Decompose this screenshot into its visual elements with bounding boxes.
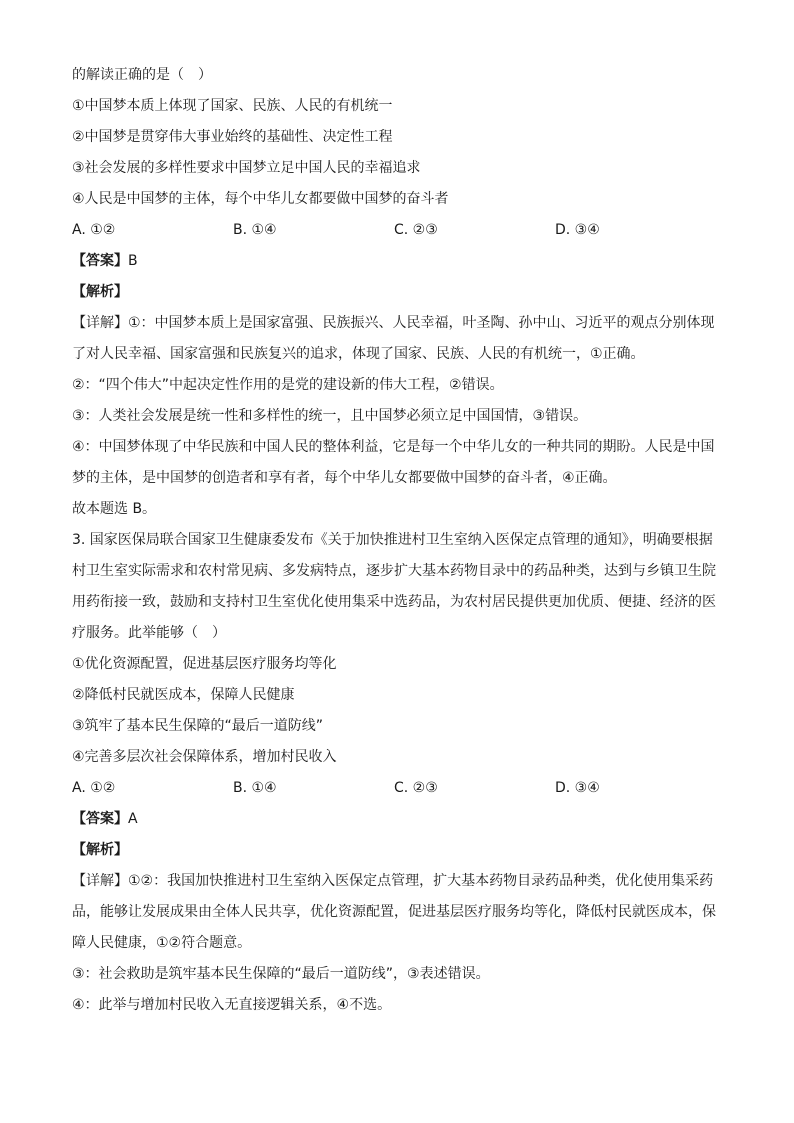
q3-detail-1-row (72, 866, 726, 959)
q2-option-a: A. ①② (72, 222, 116, 238)
q3-statement-4: ④完善多层次社会保障体系，增加村民收入 (72, 749, 337, 765)
q3-answer: A (128, 811, 138, 827)
q2-options (72, 215, 726, 246)
q2-conclusion: 故本题选 B。 (72, 501, 157, 517)
q3-detail-1: ①②：我国加快推进村卫生室纳入医保定点管理，扩大基本药物目录药品种类，优化使用集采药品，能够让发展成果由全体人民共享，优化资源配置，促进基层医疗服务均等化，降低村民就医成本，保障人民健康，①②符合题意。 (72, 873, 716, 951)
q3-detail-2: ③：社会救助是筑牢基本民生保障的“最后一道防线”，③表述错误。 (72, 966, 490, 982)
q2-analysis-row (72, 277, 726, 308)
q2-detail-3: ③：人类社会发展是统一性和多样性的统一，且中国梦必须立足中国国情，③错误。 (72, 408, 588, 424)
q3-answer-tag: 【答案】 (72, 811, 128, 827)
q3-analysis-tag: 【解析】 (72, 842, 128, 858)
q3-option-a: A. ①② (72, 780, 116, 796)
q3-detail-3: ④：此举与增加村民收入无直接逻辑关系，④不选。 (72, 997, 392, 1013)
q3-option-d: D. ③④ (555, 780, 600, 796)
q3-detail-tag: 【详解】 (72, 873, 128, 889)
q2-answer-row (72, 246, 726, 277)
q3-options (72, 773, 726, 804)
q3-option-b: B. ①④ (233, 780, 277, 796)
q2-statement-1: ①中国梦本质上体现了国家、民族、人民的有机统一 (72, 98, 393, 114)
q3-stem: 3. 国家医保局联合国家卫生健康委发布《关于加快推进村卫生室纳入医保定点管理的通知》，明确要根据村卫生室实际需求和农村常见病、多发病特点，逐步扩大基本药物目录中的药品种类，达到与乡镇卫生院用药衔接一致，鼓励和支持村卫生室优化使用集采中选药品，为农村居民提供更加优质、便捷、经济的医疗服务。此举能够（ ） (72, 532, 716, 641)
q2-option-c: C. ②③ (394, 222, 438, 238)
q3-analysis-row (72, 835, 726, 866)
q3-statement-2: ②降低村民就医成本，保障人民健康 (72, 687, 295, 703)
q2-detail-1: ①：中国梦本质上是国家富强、民族振兴、人民幸福，叶圣陶、孙中山、习近平的观点分别体现了对人民幸福、国家富强和民族复兴的追求，体现了国家、民族、人民的有机统一，①正确。 (72, 315, 715, 362)
q3-answer-row (72, 804, 726, 835)
q2-answer-tag: 【答案】 (72, 253, 128, 269)
q2-option-b: B. ①④ (233, 222, 277, 238)
document-page (72, 60, 726, 1021)
q2-detail-2: ②：“四个伟大”中起决定性作用的是党的建设新的伟大工程，②错误。 (72, 377, 504, 393)
q2-statement-3: ③社会发展的多样性要求中国梦立足中国人民的幸福追求 (72, 160, 421, 176)
q2-detail-1-row (72, 308, 726, 370)
q2-detail-tag: 【详解】 (72, 315, 128, 331)
q2-statement-2: ②中国梦是贯穿伟大事业始终的基础性、决定性工程 (72, 129, 393, 145)
q2-stem-tail: 的解读正确的是（ ） (72, 67, 212, 83)
q2-statement-4: ④人民是中国梦的主体，每个中华儿女都要做中国梦的奋斗者 (72, 191, 449, 207)
q2-analysis-tag: 【解析】 (72, 284, 128, 300)
q2-detail-4: ④：中国梦体现了中华民族和中国人民的整体利益，它是每一个中华儿女的一种共同的期盼。人民是中国梦的主体，是中国梦的创造者和享有者，每个中华儿女都要做中国梦的奋斗者，④正确。 (72, 439, 715, 486)
q2-option-d: D. ③④ (555, 222, 600, 238)
q3-option-c: C. ②③ (394, 780, 438, 796)
q3-statement-3: ③筑牢了基本民生保障的“最后一道防线” (72, 718, 324, 734)
q2-answer: B (128, 253, 138, 269)
q3-statement-1: ①优化资源配置，促进基层医疗服务均等化 (72, 656, 337, 672)
